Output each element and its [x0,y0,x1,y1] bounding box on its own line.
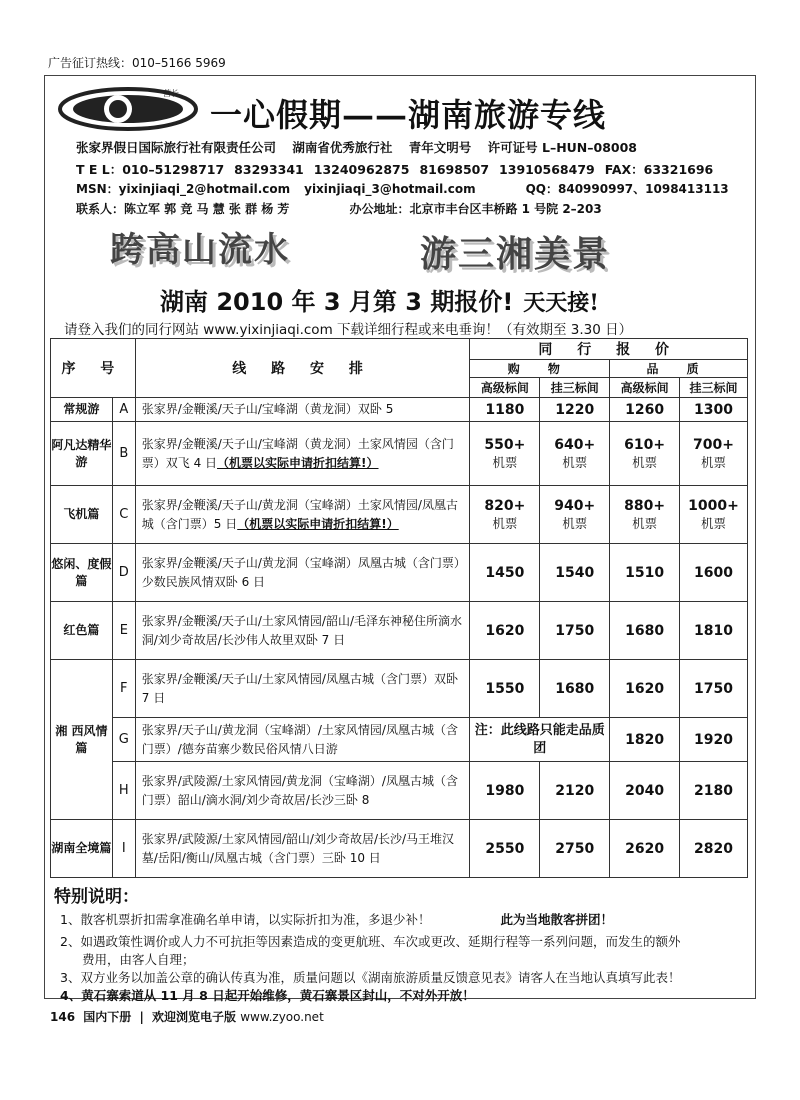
table-row [51,544,748,602]
price-suffix: 机票 [632,454,658,470]
price-cell: 2040 [610,762,680,820]
price-cell: 1980 [470,762,540,820]
ad-hotline: 广告征订热线：010–5166 5969 [48,56,226,70]
route-cell: 张家界/金鞭溪/天子山/黄龙洞（宝峰湖）凤凰古城（含门票）少数民族风情双卧 6 日 [135,544,470,602]
price-value: 880+ [624,497,666,514]
headline [160,282,599,317]
code-cell: C [112,486,135,544]
tel-line [76,160,723,178]
price-suffix: 机票 [562,454,588,470]
route-text: 张家界/金鞭溪/天子山/黄龙洞（宝峰湖）土家风情园/凤凰古城（含门票）5 日 [141,497,458,531]
route-cell: 张家界/金鞭溪/天子山/宝峰湖（黄龙洞）双卧 5 [135,398,470,422]
tel-number: 13910568479 [499,162,595,177]
company-line [76,138,649,156]
price-cell: 2620 [610,820,680,878]
slogan-left: 跨高山流水 [110,230,290,270]
special-item: 4、黄石寨索道从 11 月 8 日起开始维修，黄石寨景区封山，不对外开放！ [60,988,475,1003]
price-cell: 2550 [470,820,540,878]
price-suffix: 机票 [701,515,727,531]
special-item: 2、如遇政策性调价或人力不可抗拒等因素造成的变更航班、车次或更改、延期行程等一系列问题，而发生的额外 [60,934,681,949]
price-cell [540,422,610,486]
col-header-quote: 同 行 报 价 [470,339,748,360]
price-cell: 1540 [540,544,610,602]
price-suffix: 机票 [562,515,588,531]
price-suffix: 机票 [701,454,727,470]
office-address: 办公地址：北京市丰台区丰桥路 1 号院 2–203 [349,202,602,216]
route-note: （机票以实际申请折扣结算!） [237,516,399,531]
qq-numbers: QQ：840990997、1098413113 [525,182,729,196]
price-cell: 1920 [680,718,748,762]
price-cell: 1550 [470,660,540,718]
code-cell: B [112,422,135,486]
price-cell: 1820 [610,718,680,762]
sub-header: 高级标间 [610,378,680,398]
footer-section: 国内下册 [83,1010,132,1024]
sub-header: 挂三标间 [540,378,610,398]
price-cell: 1220 [540,398,610,422]
price-suffix: 机票 [492,515,518,531]
price-cell: 1260 [610,398,680,422]
price-cell [680,486,748,544]
price-cell: 1450 [470,544,540,602]
col-header-route: 线 路 安 排 [135,339,470,398]
price-cell: 1300 [680,398,748,422]
table-row [51,660,748,718]
route-cell: 张家界/武陵源/土家风情园/黄龙洞（宝峰湖）/凤凰古城（含门票）韶山/滴水洞/刘少奇故居/长沙三卧 8 [135,762,470,820]
footer-tagline: 欢迎浏览电子版 [152,1010,237,1024]
price-cell [680,422,748,486]
code-cell: H [112,762,135,820]
code-cell: A [112,398,135,422]
company-honor: 湖南省优秀旅行社 [292,140,393,155]
table-row [51,602,748,660]
price-cell: 1680 [610,602,680,660]
slogan-right: 游三湘美景 [420,233,611,275]
route-cell [135,422,470,486]
logo-text: 营长 [163,89,179,98]
special-item-text: 1、散客机票折扣需拿准确名单申请，以实际折扣为准，多退少补！ [60,912,431,927]
category-cell: 红色篇 [51,602,113,660]
price-value: 610+ [624,436,666,453]
price-table [50,338,748,878]
company-license: 许可证号 L–HUN–08008 [487,140,638,155]
table-row [51,820,748,878]
tel-number: 13240962875 [313,162,410,177]
price-cell: 1810 [680,602,748,660]
route-cell: 张家界/武陵源/土家风情园/韶山/刘少奇故居/长沙/马王堆汉墓/岳阳/衡山/凤凰古城（含门票）三卧 10 日 [135,820,470,878]
special-title: 特别说明： [54,887,139,907]
headline-daily: 天天接! [523,290,599,316]
price-cell: 1510 [610,544,680,602]
special-item [60,910,613,928]
route-cell: 张家界/金鞭溪/天子山/土家风情园/韶山/毛泽东神秘住所滴水洞/刘少奇故居/长沙伟人故里双卧 7 日 [135,602,470,660]
category-cell: 悠闲、度假篇 [51,544,113,602]
category-cell: 湘 西风情篇 [51,660,113,820]
price-suffix: 机票 [492,454,518,470]
col-header-no: 序 号 [51,339,136,398]
code-cell: I [112,820,135,878]
group-quality: 品 质 [610,360,748,378]
route-cell: 张家界/金鞭溪/天子山/土家风情园/凤凰古城（含门票）双卧 7 日 [135,660,470,718]
price-value: 550+ [484,436,526,453]
price-cell [540,486,610,544]
group-shopping: 购 物 [470,360,610,378]
notice: 请登入我们的同行网站 www.yixinjiaqi.com 下载详细行程或来电垂询！（有效期至 3.30 日） [64,322,633,338]
code-cell: G [112,718,135,762]
msn-label: MSN： [76,182,119,196]
table-row [51,422,748,486]
price-value: 820+ [484,497,526,514]
special-item: 3、双方业务以加盖公章的确认传真为准，质量问题以《湖南旅游质量反馈意见表》请客人在当地认真填写此表！ [60,970,681,985]
footer: 146 国内下册 | 欢迎浏览电子版 www.zyoo.net [50,1010,324,1024]
price-cell: 1680 [540,660,610,718]
route-cell [135,486,470,544]
tel-number: 010–51298717 [122,162,225,177]
code-cell: E [112,602,135,660]
category-cell: 湖南全境篇 [51,820,113,878]
price-cell: 2180 [680,762,748,820]
page-number: 146 [50,1010,76,1024]
price-cell [610,486,680,544]
price-cell [610,422,680,486]
fax-number: FAX：63321696 [604,162,714,177]
table-row [51,398,748,422]
msn-line [76,180,729,197]
special-item-right: 此为当地散客拼团！ [500,912,613,927]
code-cell: D [112,544,135,602]
sub-header: 高级标间 [470,378,540,398]
category-cell: 阿凡达精华游 [51,422,113,486]
price-cell [470,422,540,486]
company-logo [58,84,208,134]
price-cell: 1180 [470,398,540,422]
headline-main: 湖南 2010 年 3 月第 3 期报价! [160,288,514,316]
price-cell: 1620 [470,602,540,660]
price-value: 1000+ [688,497,739,514]
price-cell: 1750 [540,602,610,660]
price-cell: 2820 [680,820,748,878]
price-value: 700+ [693,436,734,453]
tel-number: 81698507 [419,162,490,177]
route-cell: 张家界/天子山/黄龙洞（宝峰湖）/土家风情园/凤凰古城（含门票）/德夯苗寨少数民俗风情八日游 [135,718,470,762]
special-note-cell: 注：此线路只能走品质团 [470,718,610,762]
price-cell: 1620 [610,660,680,718]
price-suffix: 机票 [632,515,658,531]
brand-title: 一心假期——湖南旅游专线 [210,96,607,134]
category-cell: 飞机篇 [51,486,113,544]
sub-header: 挂三标间 [680,378,748,398]
route-text: 张家界/金鞭溪/天子山/宝峰湖（黄龙洞）土家风情园（含门票）双飞 4 日 [141,436,454,470]
special-item: 费用，由客人自理； [82,952,195,967]
price-cell: 1750 [680,660,748,718]
code-cell: F [112,660,135,718]
tel-label: T E L： [76,162,123,177]
table-row [51,486,748,544]
contact-line [76,200,602,217]
price-value: 940+ [554,497,596,514]
msn-account: yixinjiaqi_3@hotmail.com [304,182,476,196]
price-value: 640+ [554,436,596,453]
tel-number: 83293341 [234,162,304,177]
footer-url[interactable]: www.zyoo.net [240,1010,324,1024]
category-cell: 常规游 [51,398,113,422]
company-name: 张家界假日国际旅行社有限责任公司 [76,140,277,155]
table-row [51,762,748,820]
table-row [51,718,748,762]
price-cell: 1600 [680,544,748,602]
price-cell [470,486,540,544]
price-cell: 2120 [540,762,610,820]
route-note: （机票以实际申请折扣结算!） [217,455,379,470]
company-award: 青年文明号 [408,140,472,155]
price-cell: 2750 [540,820,610,878]
msn-account: yixinjiaqi_2@hotmail.com [118,182,291,196]
contacts: 联系人：陈立军 郭 竞 马 慧 张 群 杨 芳 [76,202,290,216]
